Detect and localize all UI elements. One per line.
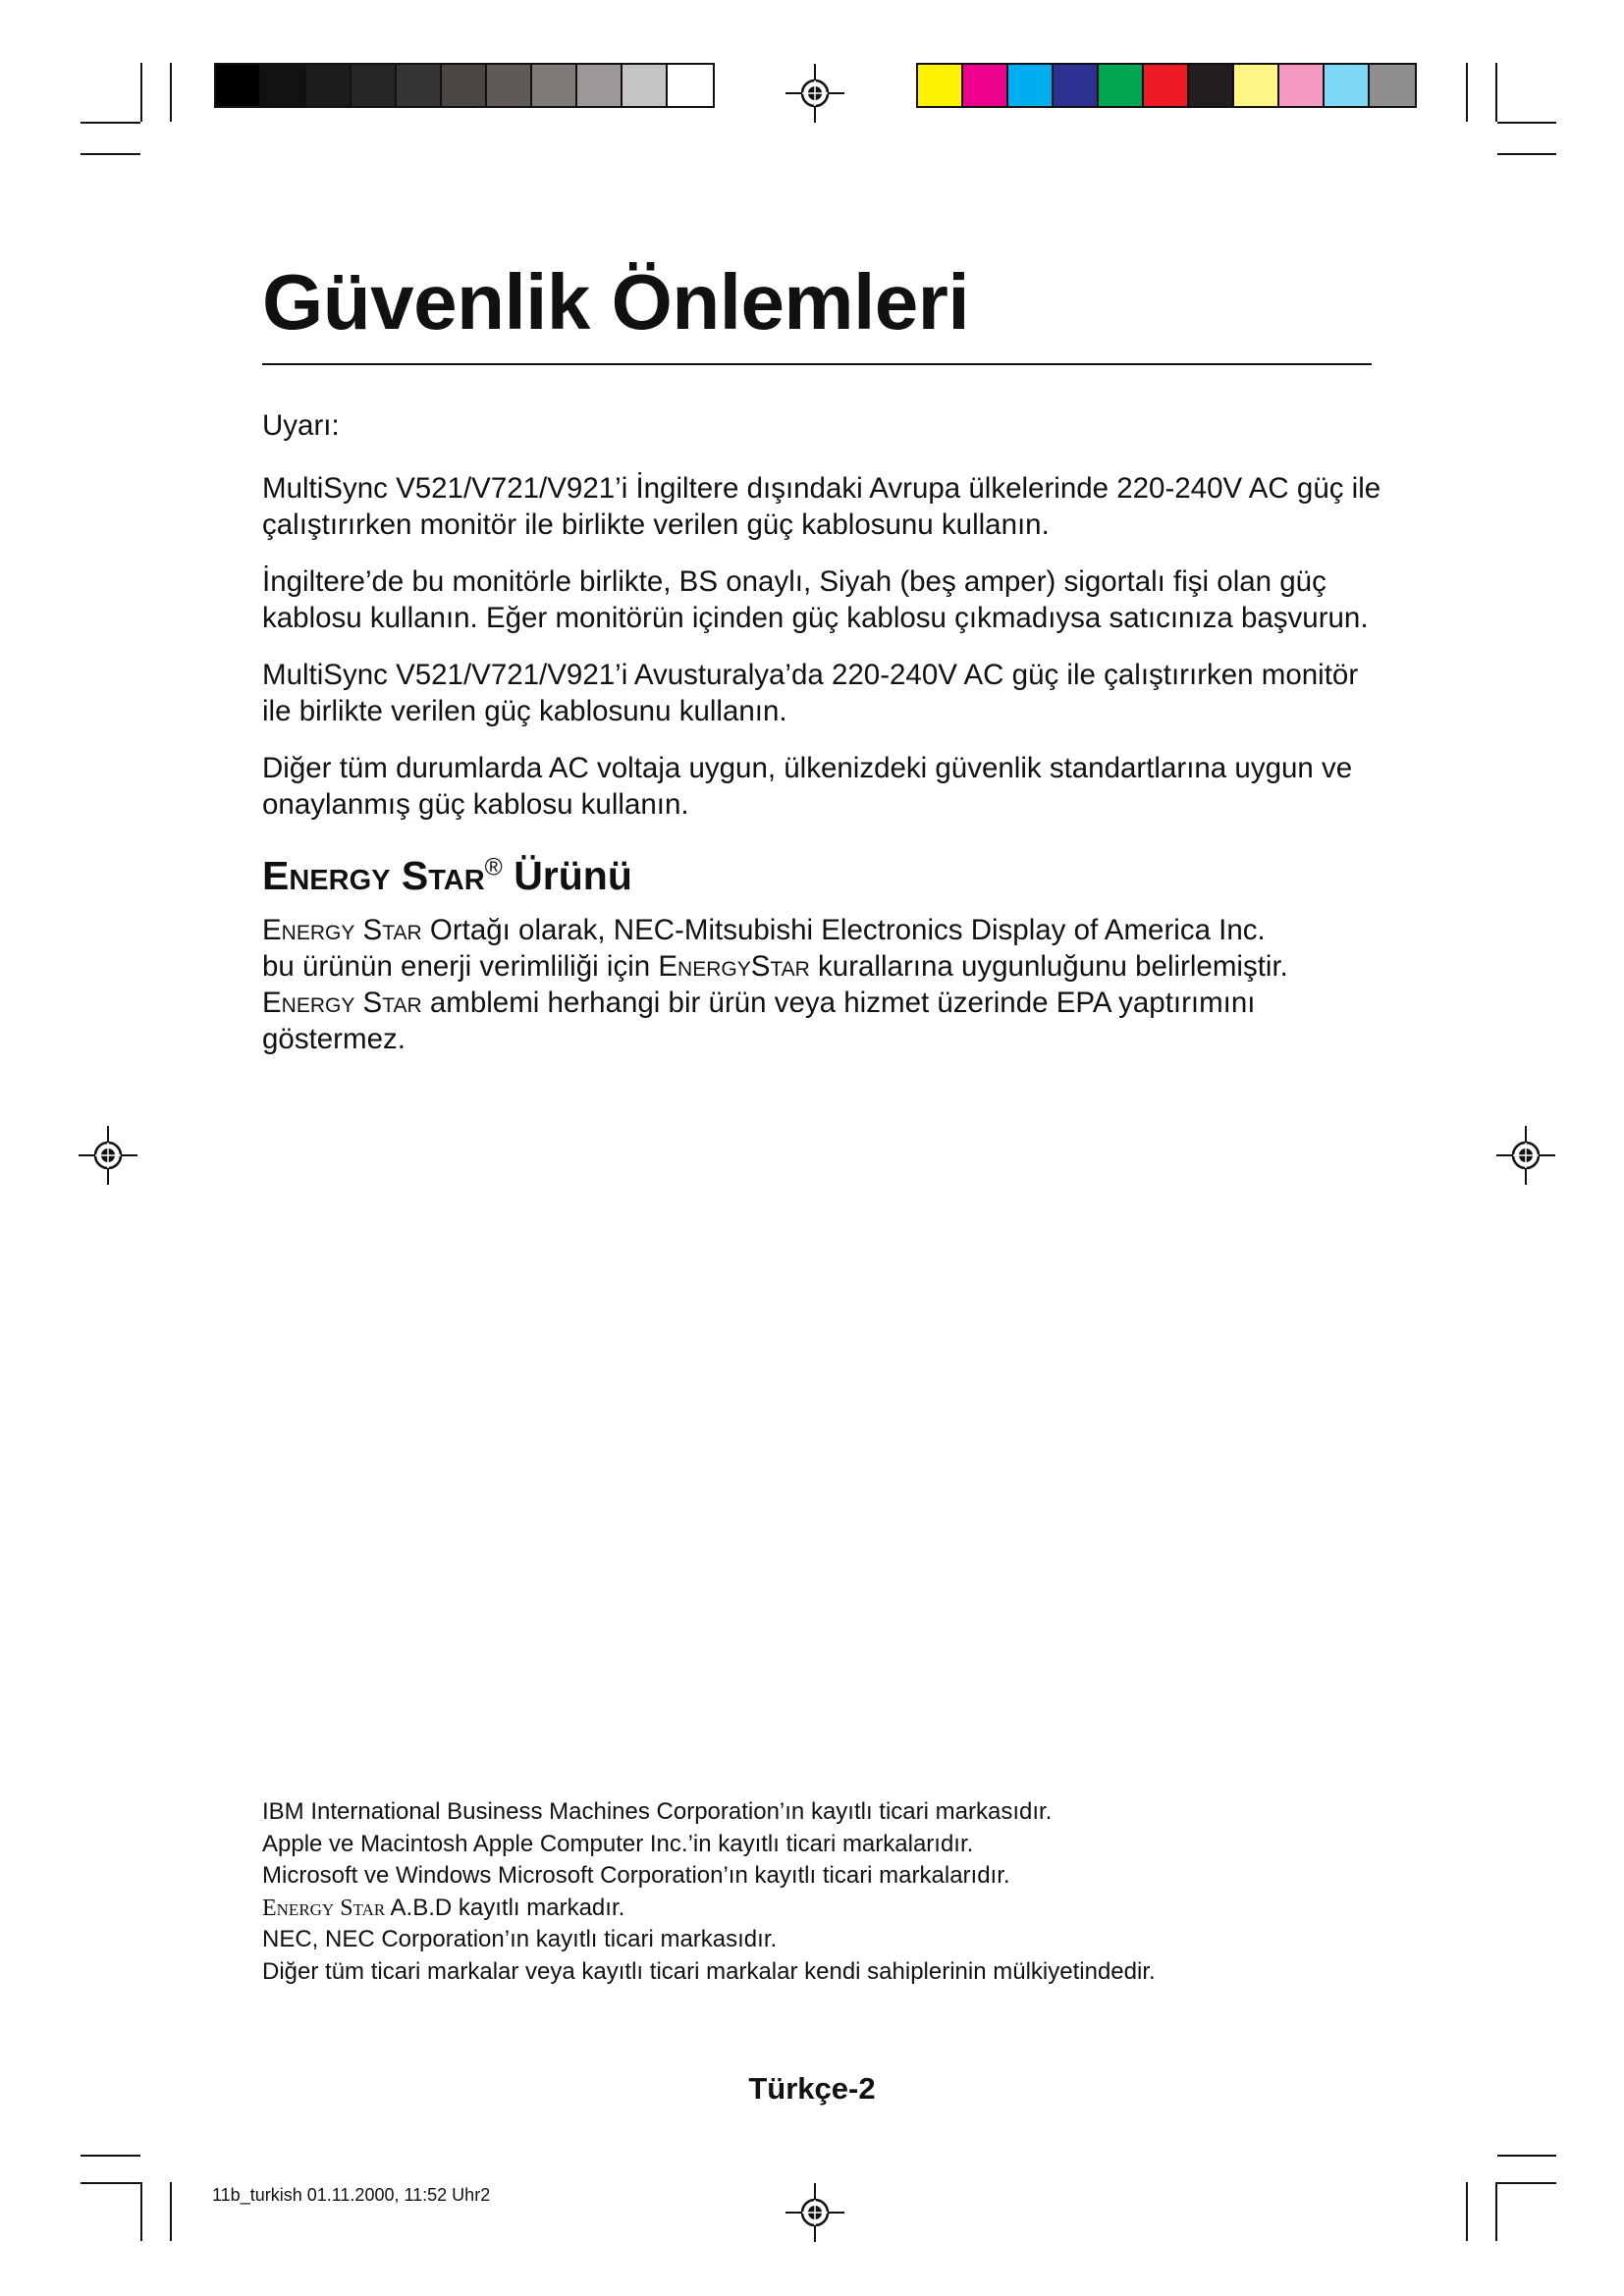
gray-swatch-3 bbox=[306, 65, 352, 106]
trademark-microsoft: Microsoft ve Windows Microsoft Corporation’ın kayıtlı ticari markalarıdır. bbox=[262, 1862, 1010, 1889]
warning-label: Uyarı: bbox=[262, 409, 340, 442]
crop-mark-top-right-vertical-2 bbox=[1495, 63, 1497, 122]
gray-swatch-1 bbox=[216, 65, 261, 106]
crop-mark-bottom-left-horizontal bbox=[81, 2155, 140, 2157]
gray-swatch-8 bbox=[532, 65, 577, 106]
trademark-notices bbox=[262, 1796, 1381, 1988]
energy-star-heading-suffix: Ürünü bbox=[514, 853, 632, 898]
crop-mark-top-left-vertical bbox=[140, 63, 142, 122]
color-swatch-4 bbox=[1054, 65, 1099, 106]
page-number: Türkçe-2 bbox=[748, 2071, 876, 2106]
color-swatch-11 bbox=[1370, 65, 1415, 106]
crop-mark-bottom-right-vertical-2 bbox=[1495, 2182, 1497, 2241]
energy-star-line-2-text-after: kurallarına uygunluğunu belirlemiştir. bbox=[809, 950, 1288, 984]
paragraph-other-cases: Diğer tüm durumlarda AC voltaja uygun, ülkenizdeki güvenlik standartlarına uygun ve onaylanmış güç kablosu kullanın. bbox=[262, 752, 1353, 821]
trademark-ibm: IBM International Business Machines Corporation’ın kayıtlı ticari markasıdır. bbox=[262, 1798, 1053, 1825]
crop-mark-top-right-vertical bbox=[1466, 63, 1468, 122]
energy-star-line-2 bbox=[262, 948, 1381, 985]
gray-swatch-6 bbox=[442, 65, 487, 106]
process-color-bar bbox=[916, 63, 1417, 108]
color-swatch-7 bbox=[1189, 65, 1234, 106]
crop-mark-bottom-right-vertical bbox=[1466, 2182, 1468, 2241]
crop-mark-bottom-left-vertical-2 bbox=[170, 2182, 172, 2241]
file-info: 11b_turkish 01.11.2000, 11:52 Uhr2 bbox=[212, 2185, 491, 2205]
energy-star-line-1-text: Ortağı olarak, NEC-Mitsubishi Electronics Display of America Inc. bbox=[421, 914, 1266, 947]
gray-swatch-9 bbox=[577, 65, 623, 106]
trademark-energy-star-brand: Energy Star bbox=[262, 1895, 386, 1921]
trademark-others: Diğer tüm ticari markalar veya kayıtlı ticari markalar kendi sahiplerinin mülkiyetindedir. bbox=[262, 1957, 1156, 1985]
registration-mark-top bbox=[785, 64, 844, 123]
energy-star-heading-brand: Energy Star bbox=[262, 853, 485, 898]
energy-star-brand-text: Energy Star bbox=[262, 914, 422, 947]
paragraph-uk: İngiltere’de bu monitörle birlikte, BS onaylı, Siyah (beş amper) sigortalı fişi olan güç kablosu kullanın. Eğer monitörün içinden güç kablosu çıkmadıysa satıcınıza başvurun. bbox=[262, 565, 1369, 634]
grayscale-color-bar bbox=[214, 63, 715, 108]
title-underline bbox=[262, 363, 1372, 365]
paragraph-australia: MultiSync V521/V721/V921’i Avusturalya’da 220-240V AC güç ile çalıştırırken monitör ile birlikte verilen güç kablosunu kullanın. bbox=[262, 659, 1359, 727]
crop-mark-top-left-vertical-2 bbox=[170, 63, 172, 122]
color-swatch-5 bbox=[1099, 65, 1144, 106]
gray-swatch-7 bbox=[487, 65, 532, 106]
color-swatch-1 bbox=[918, 65, 963, 106]
color-swatch-2 bbox=[963, 65, 1008, 106]
energy-star-line-1 bbox=[262, 912, 1381, 948]
color-swatch-6 bbox=[1144, 65, 1189, 106]
registered-symbol: ® bbox=[484, 854, 503, 881]
gray-swatch-11 bbox=[668, 65, 713, 106]
trademark-energy-star bbox=[262, 1893, 1381, 1925]
energy-star-paragraph bbox=[262, 912, 1381, 1057]
page-title: Güvenlik Önlemleri bbox=[262, 258, 970, 346]
gray-swatch-5 bbox=[397, 65, 442, 106]
crop-mark-top-right-horizontal-2 bbox=[1497, 153, 1556, 155]
color-swatch-3 bbox=[1008, 65, 1054, 106]
paragraph-europe: MultiSync V521/V721/V921’i İngiltere dışındaki Avrupa ülkelerinde 220-240V AC güç ile çalıştırırken monitör ile birlikte verilen güç kablosunu kullanın. bbox=[262, 472, 1381, 541]
gray-swatch-10 bbox=[623, 65, 668, 106]
crop-mark-top-left-horizontal bbox=[81, 122, 140, 124]
color-swatch-8 bbox=[1234, 65, 1279, 106]
trademark-nec: NEC, NEC Corporation’ın kayıtlı ticari markasıdır. bbox=[262, 1926, 778, 1952]
energy-star-line-3-text: amblemi herhangi bir ürün veya hizmet üzerinde EPA yaptırımını göstermez. bbox=[262, 987, 1256, 1056]
crop-mark-bottom-left-vertical bbox=[140, 2182, 142, 2241]
registration-mark-bottom bbox=[785, 2183, 844, 2242]
energy-star-heading bbox=[262, 854, 1381, 898]
registration-mark-right bbox=[1496, 1126, 1555, 1185]
gray-swatch-2 bbox=[261, 65, 306, 106]
crop-mark-top-right-horizontal bbox=[1497, 122, 1556, 124]
color-swatch-9 bbox=[1279, 65, 1325, 106]
crop-mark-bottom-right-horizontal bbox=[1497, 2155, 1556, 2157]
energy-star-line-2-text: bu ürünün enerji verimliliği için bbox=[262, 950, 659, 984]
crop-mark-bottom-right-horizontal-2 bbox=[1497, 2182, 1556, 2184]
trademark-energy-star-text: A.B.D kayıtlı markadır. bbox=[385, 1894, 625, 1921]
energy-star-brand-text: Energy Star bbox=[262, 987, 422, 1020]
gray-swatch-4 bbox=[352, 65, 397, 106]
color-swatch-10 bbox=[1325, 65, 1370, 106]
crop-mark-bottom-left-horizontal-2 bbox=[81, 2182, 140, 2184]
energy-star-line-3 bbox=[262, 985, 1381, 1057]
crop-mark-top-left-horizontal-2 bbox=[81, 153, 140, 155]
registration-mark-left bbox=[79, 1126, 137, 1185]
trademark-apple: Apple ve Macintosh Apple Computer Inc.’in kayıtlı ticari markalarıdır. bbox=[262, 1830, 974, 1857]
main-content bbox=[262, 407, 1381, 1057]
energy-star-brand-text: EnergyStar bbox=[658, 950, 810, 984]
